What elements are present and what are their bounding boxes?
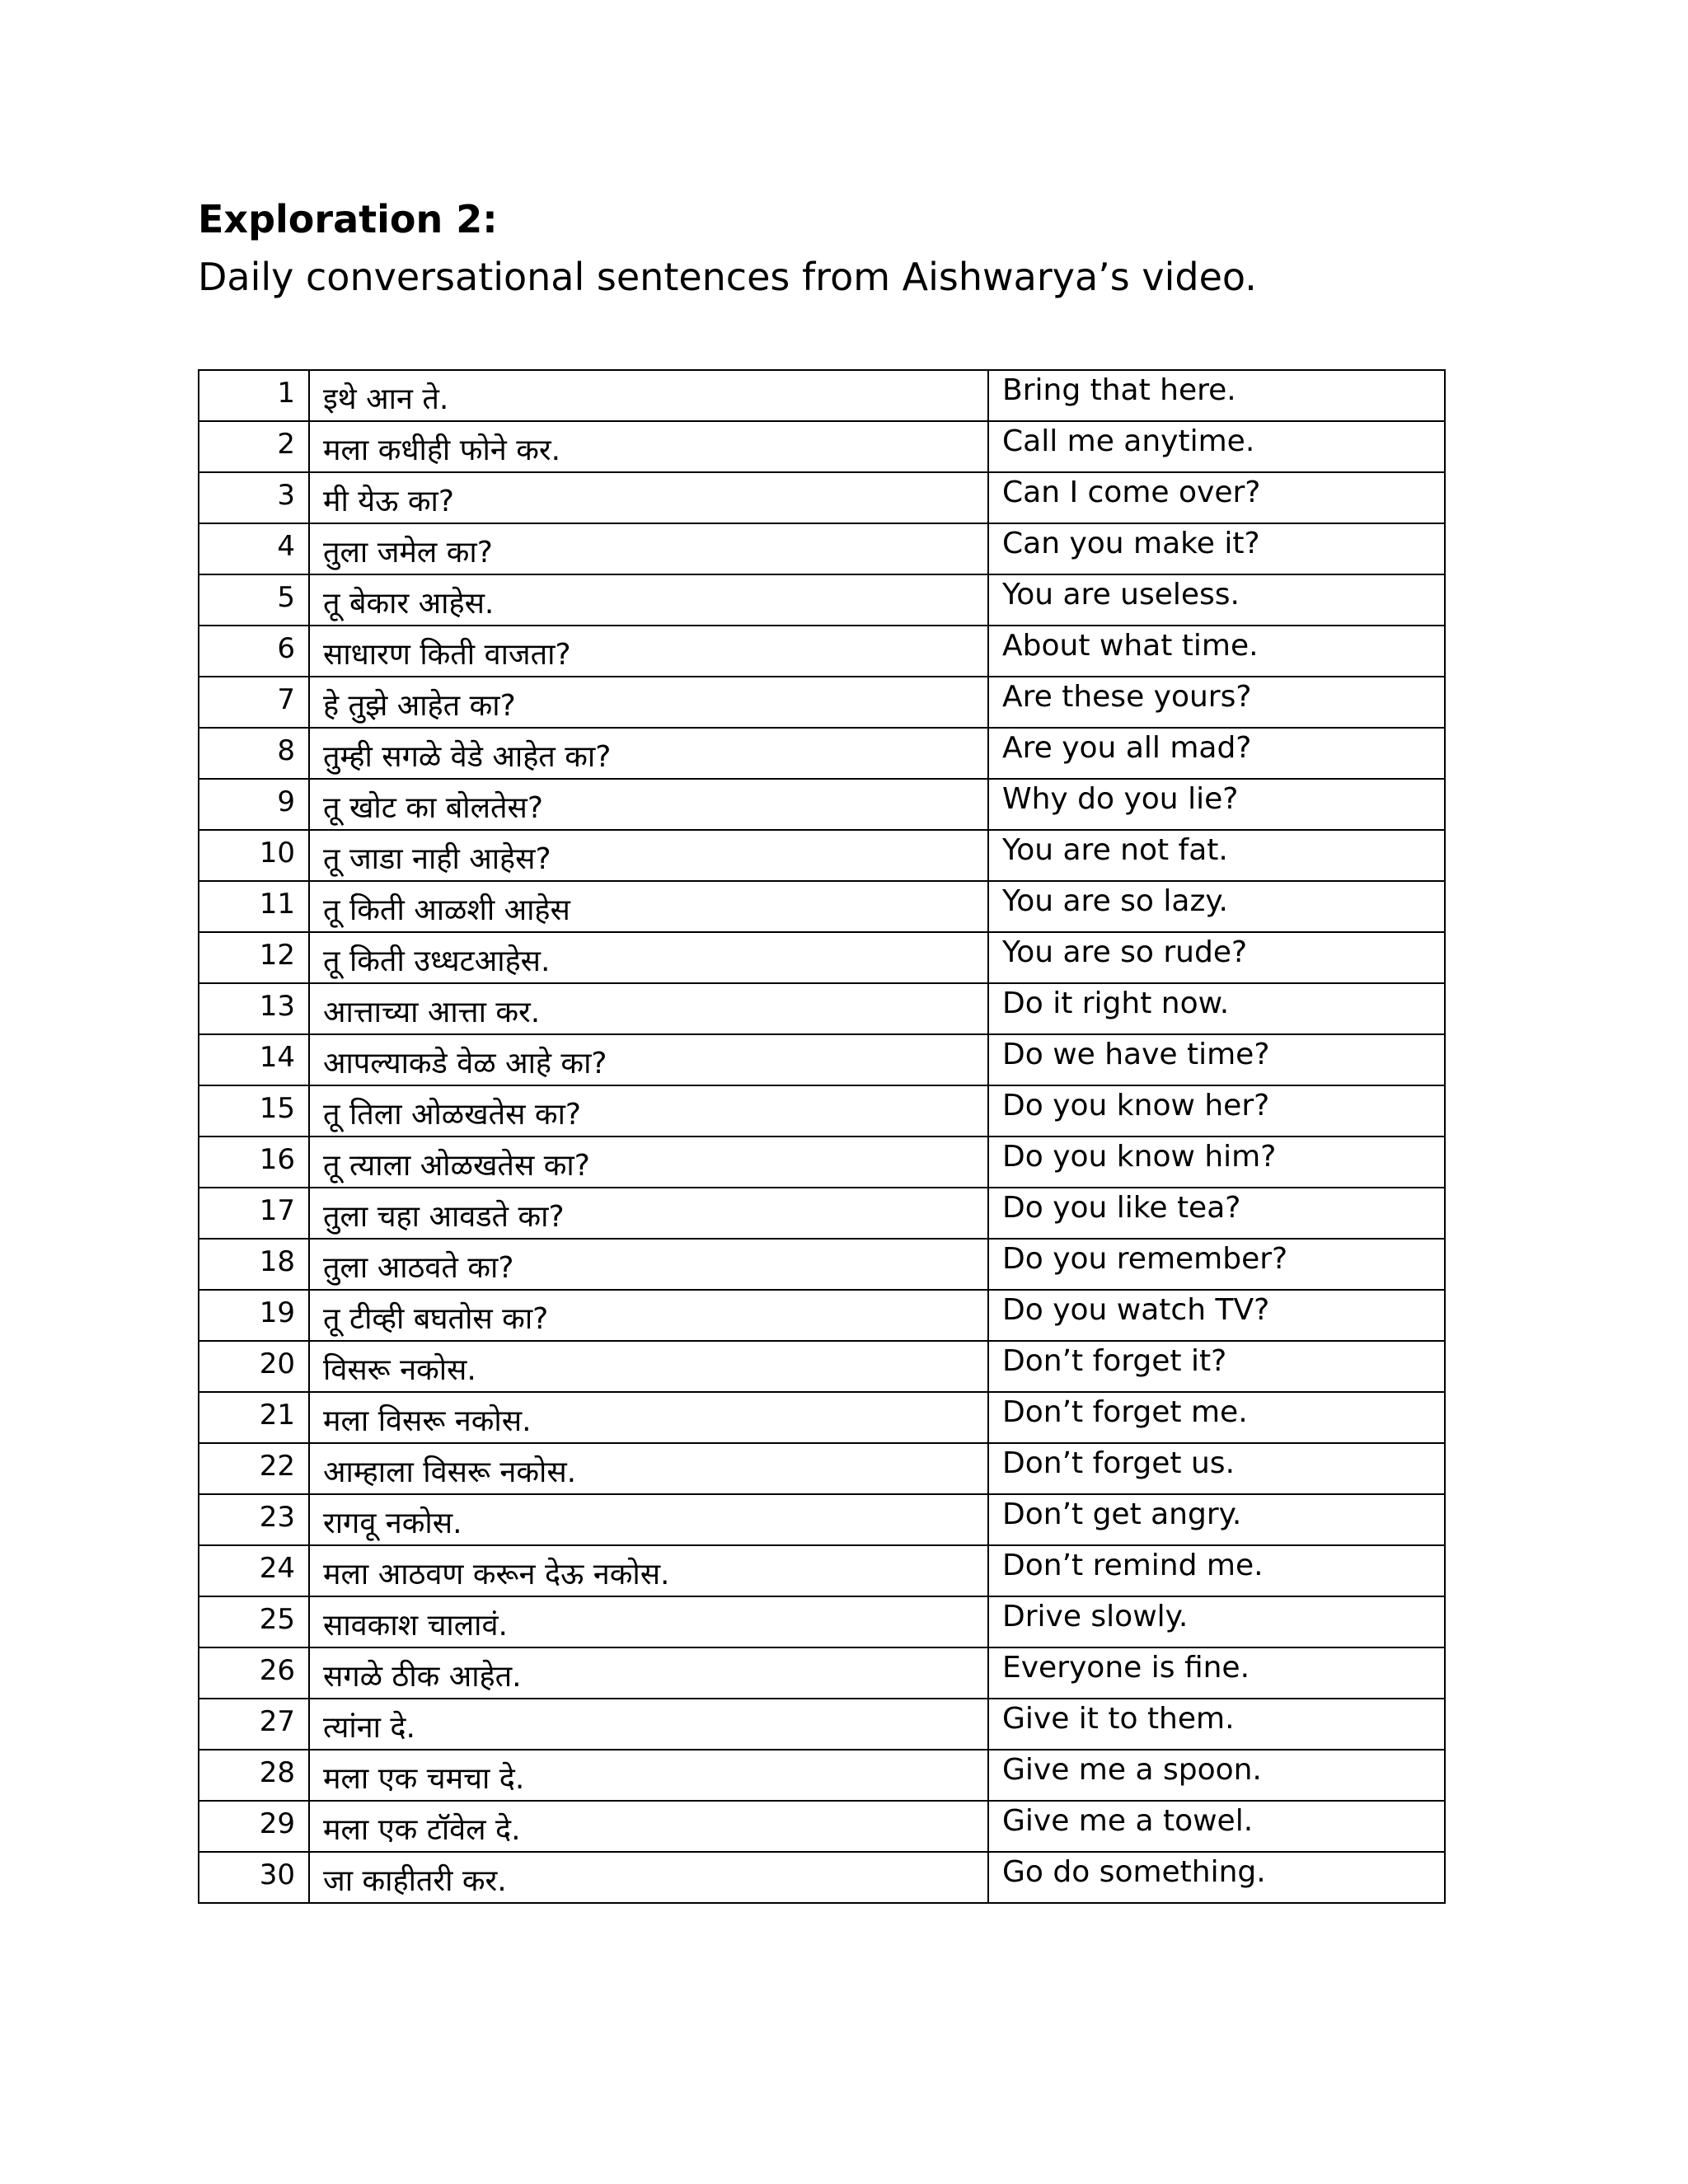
english-translation: Why do you lie? bbox=[988, 779, 1445, 830]
marathi-sentence: त्यांना दे. bbox=[309, 1699, 988, 1750]
row-number: 28 bbox=[199, 1750, 309, 1801]
table-row bbox=[199, 1392, 1445, 1443]
marathi-sentence: मला कधीही फोने कर. bbox=[309, 421, 988, 472]
row-number: 8 bbox=[199, 728, 309, 779]
table-row bbox=[199, 1699, 1445, 1750]
row-number: 14 bbox=[199, 1034, 309, 1085]
table-row bbox=[199, 1188, 1445, 1239]
english-translation: Do it right now. bbox=[988, 983, 1445, 1034]
row-number: 12 bbox=[199, 932, 309, 983]
marathi-sentence: सगळे ठीक आहेत. bbox=[309, 1647, 988, 1699]
row-number: 15 bbox=[199, 1085, 309, 1137]
table-row bbox=[199, 1494, 1445, 1545]
table-row bbox=[199, 1341, 1445, 1392]
marathi-sentence: मला आठवण करून देऊ नकोस. bbox=[309, 1545, 988, 1596]
english-translation: Can you make it? bbox=[988, 523, 1445, 574]
english-translation: Don’t forget us. bbox=[988, 1443, 1445, 1494]
table-row bbox=[199, 1647, 1445, 1699]
english-translation: You are useless. bbox=[988, 574, 1445, 626]
row-number: 7 bbox=[199, 677, 309, 728]
table-row bbox=[199, 1801, 1445, 1852]
english-translation: You are so rude? bbox=[988, 932, 1445, 983]
english-translation: Drive slowly. bbox=[988, 1596, 1445, 1647]
marathi-sentence: आपल्याकडे वेळ आहे का? bbox=[309, 1034, 988, 1085]
row-number: 26 bbox=[199, 1647, 309, 1699]
marathi-sentence: तू बेकार आहेस. bbox=[309, 574, 988, 626]
marathi-sentence: तू त्याला ओळखतेस का? bbox=[309, 1137, 988, 1188]
row-number: 23 bbox=[199, 1494, 309, 1545]
english-translation: Don’t remind me. bbox=[988, 1545, 1445, 1596]
marathi-sentence: रागवू नकोस. bbox=[309, 1494, 988, 1545]
table-row bbox=[199, 932, 1445, 983]
table-row bbox=[199, 1137, 1445, 1188]
phrase-table bbox=[198, 369, 1446, 1904]
row-number: 9 bbox=[199, 779, 309, 830]
english-translation: Do you know her? bbox=[988, 1085, 1445, 1137]
row-number: 21 bbox=[199, 1392, 309, 1443]
marathi-sentence: तू तिला ओळखतेस का? bbox=[309, 1085, 988, 1137]
marathi-sentence: तू खोट का बोलतेस? bbox=[309, 779, 988, 830]
row-number: 30 bbox=[199, 1852, 309, 1903]
marathi-sentence: सावकाश चालावं. bbox=[309, 1596, 988, 1647]
english-translation: Do you know him? bbox=[988, 1137, 1445, 1188]
row-number: 18 bbox=[199, 1239, 309, 1290]
marathi-sentence: तुला चहा आवडते का? bbox=[309, 1188, 988, 1239]
marathi-sentence: मला विसरू नकोस. bbox=[309, 1392, 988, 1443]
marathi-sentence: तू किती उध्धटआहेस. bbox=[309, 932, 988, 983]
marathi-sentence: मला एक चमचा दे. bbox=[309, 1750, 988, 1801]
english-translation: You are so lazy. bbox=[988, 881, 1445, 932]
page-title: Exploration 2: bbox=[198, 197, 498, 241]
table-row bbox=[199, 677, 1445, 728]
table-row bbox=[199, 1545, 1445, 1596]
english-translation: Go do something. bbox=[988, 1852, 1445, 1903]
table-row bbox=[199, 779, 1445, 830]
english-translation: Don’t forget me. bbox=[988, 1392, 1445, 1443]
english-translation: Do you watch TV? bbox=[988, 1290, 1445, 1341]
english-translation: Call me anytime. bbox=[988, 421, 1445, 472]
marathi-sentence: तुला आठवते का? bbox=[309, 1239, 988, 1290]
marathi-sentence: तुला जमेल का? bbox=[309, 523, 988, 574]
table-row bbox=[199, 370, 1445, 421]
english-translation: Are these yours? bbox=[988, 677, 1445, 728]
table-row bbox=[199, 1085, 1445, 1137]
table-row bbox=[199, 1290, 1445, 1341]
table-row bbox=[199, 472, 1445, 523]
english-translation: You are not fat. bbox=[988, 830, 1445, 881]
english-translation: Do you remember? bbox=[988, 1239, 1445, 1290]
row-number: 2 bbox=[199, 421, 309, 472]
table-row bbox=[199, 830, 1445, 881]
table-row bbox=[199, 1852, 1445, 1903]
marathi-sentence: इथे आन ते. bbox=[309, 370, 988, 421]
row-number: 24 bbox=[199, 1545, 309, 1596]
row-number: 13 bbox=[199, 983, 309, 1034]
english-translation: Can I come over? bbox=[988, 472, 1445, 523]
row-number: 17 bbox=[199, 1188, 309, 1239]
table-row bbox=[199, 1596, 1445, 1647]
english-translation: Give me a spoon. bbox=[988, 1750, 1445, 1801]
phrase-table-body bbox=[199, 370, 1445, 1903]
row-number: 19 bbox=[199, 1290, 309, 1341]
marathi-sentence: साधारण किती वाजता? bbox=[309, 626, 988, 677]
english-translation: Don’t forget it? bbox=[988, 1341, 1445, 1392]
table-row bbox=[199, 1034, 1445, 1085]
table-row bbox=[199, 983, 1445, 1034]
marathi-sentence: विसरू नकोस. bbox=[309, 1341, 988, 1392]
row-number: 16 bbox=[199, 1137, 309, 1188]
table-row bbox=[199, 1239, 1445, 1290]
english-translation: Give it to them. bbox=[988, 1699, 1445, 1750]
marathi-sentence: मी येऊ का? bbox=[309, 472, 988, 523]
table-row bbox=[199, 1750, 1445, 1801]
marathi-sentence: तुम्ही सगळे वेडे आहेत का? bbox=[309, 728, 988, 779]
row-number: 22 bbox=[199, 1443, 309, 1494]
marathi-sentence: तू जाडा नाही आहेस? bbox=[309, 830, 988, 881]
row-number: 3 bbox=[199, 472, 309, 523]
table-row bbox=[199, 523, 1445, 574]
page-subtitle: Daily conversational sentences from Aishwarya’s video. bbox=[198, 255, 1257, 299]
row-number: 11 bbox=[199, 881, 309, 932]
table-row bbox=[199, 728, 1445, 779]
row-number: 6 bbox=[199, 626, 309, 677]
row-number: 1 bbox=[199, 370, 309, 421]
english-translation: Do you like tea? bbox=[988, 1188, 1445, 1239]
table-row bbox=[199, 881, 1445, 932]
marathi-sentence: हे तुझे आहेत का? bbox=[309, 677, 988, 728]
table-row bbox=[199, 1443, 1445, 1494]
marathi-sentence: तू किती आळशी आहेस bbox=[309, 881, 988, 932]
marathi-sentence: मला एक टॉवेल दे. bbox=[309, 1801, 988, 1852]
english-translation: Everyone is fine. bbox=[988, 1647, 1445, 1699]
table-row bbox=[199, 626, 1445, 677]
row-number: 27 bbox=[199, 1699, 309, 1750]
english-translation: About what time. bbox=[988, 626, 1445, 677]
row-number: 29 bbox=[199, 1801, 309, 1852]
row-number: 5 bbox=[199, 574, 309, 626]
english-translation: Are you all mad? bbox=[988, 728, 1445, 779]
english-translation: Give me a towel. bbox=[988, 1801, 1445, 1852]
table-row bbox=[199, 574, 1445, 626]
row-number: 20 bbox=[199, 1341, 309, 1392]
row-number: 4 bbox=[199, 523, 309, 574]
marathi-sentence: जा काहीतरी कर. bbox=[309, 1852, 988, 1903]
english-translation: Do we have time? bbox=[988, 1034, 1445, 1085]
row-number: 10 bbox=[199, 830, 309, 881]
english-translation: Bring that here. bbox=[988, 370, 1445, 421]
marathi-sentence: तू टीव्ही बघतोस का? bbox=[309, 1290, 988, 1341]
row-number: 25 bbox=[199, 1596, 309, 1647]
marathi-sentence: आत्ताच्या आत्ता कर. bbox=[309, 983, 988, 1034]
table-row bbox=[199, 421, 1445, 472]
english-translation: Don’t get angry. bbox=[988, 1494, 1445, 1545]
marathi-sentence: आम्हाला विसरू नकोस. bbox=[309, 1443, 988, 1494]
